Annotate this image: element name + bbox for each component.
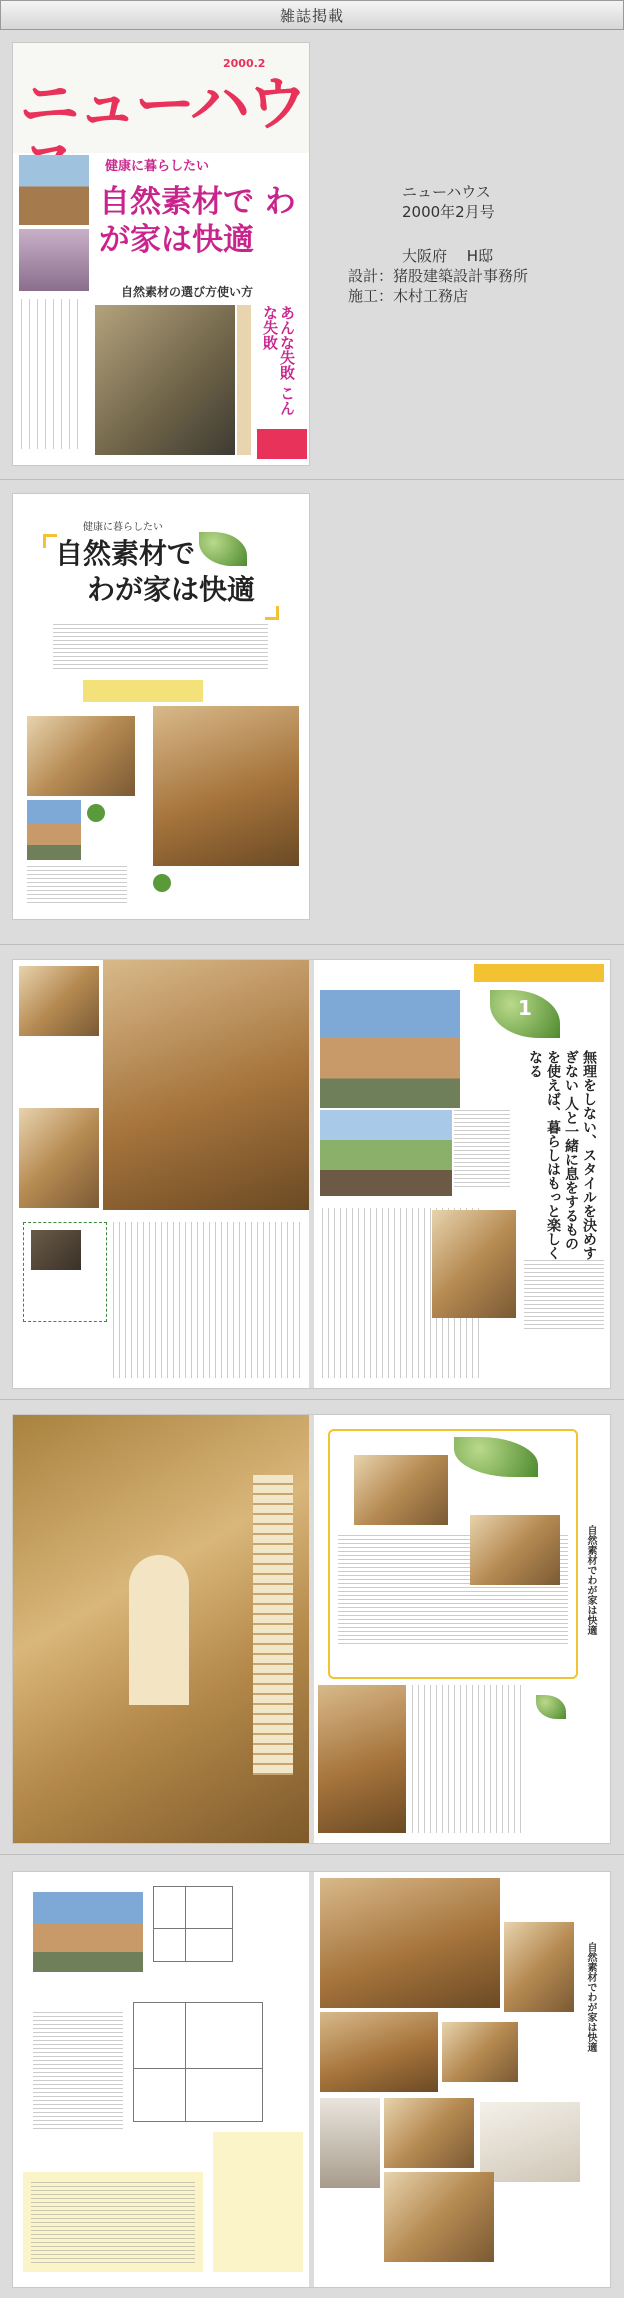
cover-subfeature: 自然素材の選び方使い方: [121, 285, 254, 299]
cover-main-photo: [95, 305, 235, 455]
spread-3-vertical-title: 自然素材でわが家は快適: [585, 1942, 596, 2052]
cover-photo-room: [19, 229, 89, 291]
spread-3-main-photo: [320, 1878, 500, 2008]
spread-3-left-page: [13, 1872, 309, 2287]
spread-1-right-page: [314, 960, 610, 1388]
intro-photo-interior: [27, 716, 135, 796]
info-magazine: ニューハウス: [402, 183, 491, 201]
intro-title-line1: 自然素材で: [55, 537, 196, 570]
info-project: 大阪府 H邸: [402, 247, 494, 265]
spread-2-vertical-title: 自然素材でわが家は快適: [585, 1525, 596, 1635]
cover-issue: 2000.2: [223, 57, 266, 70]
page-header: [0, 0, 624, 30]
publication-info: [338, 182, 588, 306]
gallery-row-article-1: [0, 945, 624, 1400]
spread-1-exterior-photo: [320, 990, 460, 1108]
case-number: 1: [518, 996, 532, 1020]
intro-callout: [83, 680, 203, 702]
magazine-spread-1[interactable]: [13, 960, 610, 1388]
cover-badge: [257, 429, 307, 459]
magazine-cover[interactable]: [13, 43, 309, 465]
spread-1-left-page: [13, 960, 309, 1388]
cover-feature-title: 自然素材で わが家は快適: [99, 184, 296, 258]
spread-1-main-photo: [103, 960, 309, 1210]
leaf-icon: [536, 1695, 566, 1719]
case-badge-2: [87, 804, 105, 822]
gallery-row-article-2: [0, 1400, 624, 1855]
arched-doorway: [129, 1555, 189, 1705]
intro-photo-exterior: [27, 800, 81, 860]
site-plan: [153, 1886, 233, 1962]
case-badge-1: [153, 874, 171, 892]
magazine-page-intro[interactable]: [13, 494, 309, 919]
spread-2-left-page: [13, 1415, 309, 1843]
spread-3-right-page: [314, 1872, 610, 2287]
spread-1-headline: 無理をしない、スタイルを決めすぎない 人と一緒に息をするものを使えば、暮らしはもっと楽しくなる: [527, 1050, 597, 1260]
cover-photo-exterior: [19, 155, 89, 225]
magazine-spread-2[interactable]: [13, 1415, 610, 1843]
cover-magazine-logo: ニューハウ: [19, 70, 305, 138]
floor-plan: [133, 2002, 263, 2122]
intro-title-line2: わが家は快適: [87, 573, 256, 606]
shoji-screen: [253, 1475, 293, 1775]
cover-side-text: あんな失敗 こんな失敗: [261, 305, 296, 416]
info-issue: 2000年2月号: [402, 203, 495, 221]
intro-feature-label: 健康に暮らしたい: [83, 522, 163, 533]
spec-table: [213, 2132, 303, 2272]
spread-3-exterior-photo: [33, 1892, 143, 1972]
info-design: 設計：猪股建築設計事務所: [348, 267, 529, 285]
spread-1-section-header: [474, 964, 604, 982]
intro-text: [53, 624, 268, 672]
header-title: 雑誌掲載: [279, 6, 344, 25]
intro-photo-main: [153, 706, 299, 866]
gallery-row-article-3: [0, 1855, 624, 2298]
gallery-row-cover: [0, 30, 624, 480]
spread-2-right-page: [314, 1415, 610, 1843]
cover-feature-label: 健康に暮らしたい: [105, 159, 210, 174]
magazine-spread-3[interactable]: [13, 1872, 610, 2287]
magazine-gallery: [0, 30, 624, 2298]
gallery-row-intro: [0, 480, 624, 945]
spread-1-left-text: [113, 1222, 303, 1378]
info-construction: 施工：木村工務店: [348, 287, 469, 305]
